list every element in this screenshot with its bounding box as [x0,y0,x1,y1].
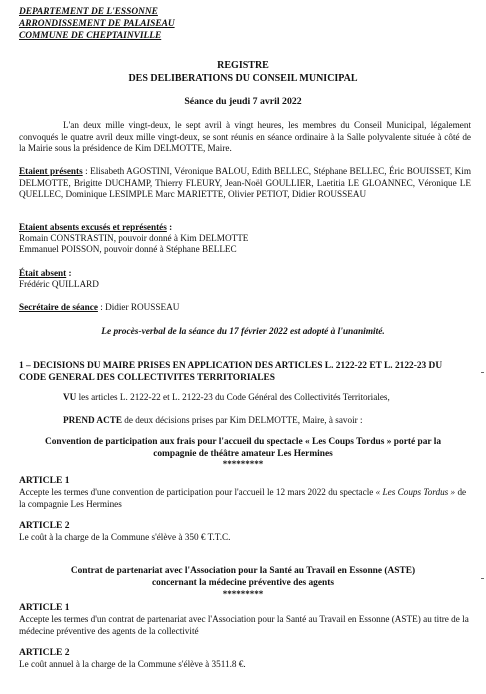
excuses-heading: Etaient absents excusés et représentés : [19,222,173,232]
presents-paragraph [19,166,471,201]
convention2-article2-label: ARTICLE 2 [19,647,70,658]
title-deliberations: DES DELIBERATIONS DU CONSEIL MUNICIPAL [128,73,358,84]
convention1-article1-text: Accepte les termes d'une convention de participation pour l'accueil le 12 mars 2022 du spectacle « Les Coups Tordus » de la compagnie Les Hermines [19,487,467,509]
excuses-item: Romain CONSTRASTIN, pouvoir donné à Kim DELMOTTE [19,233,249,243]
convention2-article1-text: Accepte les termes d'un contrat de partenariat avec l'Association pour la Santé au Travail en Essonne (ASTE) au titre de la médecine préventive des agents de la collectivité [19,614,469,636]
excuses-label: Etaient absents excusés et représentés [19,222,167,232]
convention2-title-line2: concernant la médecine préventive des agents [152,578,334,588]
secretaire-line [19,302,179,314]
convention1-article2-text: Le coût à la charge de la Commune s'élève à 350 € T.T.C. [19,532,231,542]
presents-list: : Elisabeth AGOSTINI, Véronique BALOU, Edith BELLEC, Stéphane BELLEC, Éric BOUISSET, Kim DELMOTTE, Brigitte DUCHAMP, Thierry FLEURY, Jean-Noël GOULLIER, Laetitia LE GLOANNEC, Véronique LE QUELLEC, Dominique LESIMPLE Marc MARIETTE, Olivier PETIOT, Didier ROUSSEAU [19,166,471,200]
intro-paragraph: L'an deux mille vingt-deux, le sept avril à vingt heures, les membres du Conseil Municipal, légalement convoqués le quatre avril deux mille vingt-deux, se sont réunis en séance ordinaire à la Salle polyvalente située à côté de la Mairie sous la présidence de Kim DELMOTTE, Maire. [19,120,471,154]
header-commune: COMMUNE DE CHEPTAINVILLE [19,31,162,41]
absent-name: Frédéric QUILLARD [19,279,99,289]
presents-label: Etaient présents [19,166,83,176]
header-department: DEPARTEMENT DE L'ESSONNE [19,7,158,17]
margin-mark [481,578,484,579]
convention1-title-line2: compagnie de théâtre amateur Les Hermines [153,449,333,459]
convention1-article2-label: ARTICLE 2 [19,520,70,531]
absent-label: Était absent [19,268,67,278]
secretaire-name: : Didier ROUSSEAU [97,302,180,312]
seance-date: Séance du jeudi 7 avril 2022 [184,96,302,107]
header-arrondissement: ARRONDISSEMENT DE PALAISEAU [19,19,175,29]
convention1-separator: ********* [222,459,264,469]
prend-acte-paragraph: PREND ACTE de deux décisions prises par Kim DELMOTTE, Maire, à savoir : [63,415,363,425]
excuses-item: Emmanuel POISSON, pouvoir donné à Stéphane BELLEC [19,244,237,254]
convention1-title: Convention de participation aux frais pour l'accueil du spectacle « Les Coups Tordus » porté par la [44,437,442,447]
convention2-separator: ********* [222,589,264,599]
convention2-article2-text: Le coût annuel à la charge de la Commune s'élève à 3511.8 €. [19,659,246,669]
margin-mark [481,372,484,373]
convention1-article1-label: ARTICLE 1 [19,475,70,486]
convention2-article1-label: ARTICLE 1 [19,602,70,613]
vu-paragraph: VU les articles L. 2122-22 et L. 2122-23 du Code Général des Collectivités Territoriales, [63,392,390,402]
convention2-title: Contrat de partenariat avec l'Association pour la Santé au Travail en Essonne (ASTE) [70,566,416,576]
absent-heading: Était absent : [19,268,72,278]
section1-title: 1 – DECISIONS DU MAIRE PRISES EN APPLICATION DES ARTICLES L. 2122-22 ET L. 2122-23 DU CODE GENERAL DES COLLECTIVITES TERRITORIALES [19,361,443,383]
title-registre: REGISTRE [217,60,269,71]
pv-adoption: Le procès-verbal de la séance du 17 février 2022 est adopté à l'unanimité. [101,327,385,337]
secretaire-label: Secrétaire de séance [19,302,98,312]
